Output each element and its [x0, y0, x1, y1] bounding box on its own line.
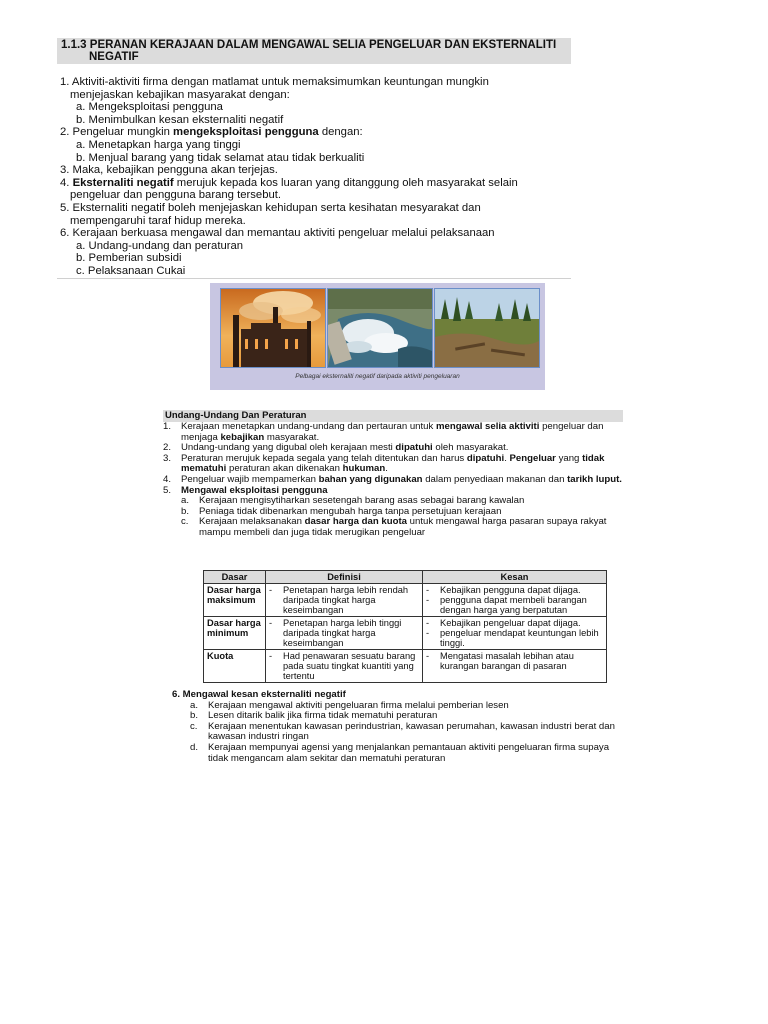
sub-item: a. Undang-undang dan peraturan — [76, 239, 244, 252]
list-item: 5. Eksternaliti negatif boleh menjejaskan kehidupan serta kesihatan mesyarakat dan — [60, 201, 481, 214]
item-text: Kerajaan mempunyai agensi yang menjalankan pemantauan aktiviti pengeluaran firma supaya tidak mengancam alam sekitar dan mematuhi peraturan — [208, 741, 610, 764]
item-letter: a. — [181, 495, 190, 507]
deforestation-photo — [434, 288, 540, 368]
table-row — [204, 617, 607, 650]
text: Pengeluar wajib mempamerkan — [181, 473, 319, 485]
list-item — [60, 126, 575, 139]
sub-item: a. Mengeksploitasi pengguna — [76, 101, 223, 114]
text: Had penawaran sesuatu barang pada suatu tingkat kuantiti yang tertentu — [283, 651, 416, 681]
bullet-dash: - — [426, 628, 430, 638]
sub-item: b. Pemberian subsidi — [76, 252, 182, 265]
text: Kerajaan menetapkan undang-undang dan pertauran untuk — [181, 421, 436, 432]
item-number: 2. — [163, 442, 172, 454]
item-number: 4. — [163, 473, 172, 485]
policy-table — [203, 570, 607, 683]
bold-text: Mengawal eksploitasi pengguna — [181, 484, 328, 496]
divider — [57, 278, 571, 279]
sub-item: b. Menjual barang yang tidak selamat atau tidak berkualiti — [76, 151, 365, 164]
item-text — [181, 475, 633, 486]
table-row — [204, 584, 607, 617]
text: Mengatasi masalah lebihan atau kurangan barangan di pasaran — [440, 651, 574, 671]
list-item-continuation: mempengaruhi taraf hidup mereka. — [70, 214, 246, 227]
bullet-dash: - — [269, 651, 273, 661]
text: . — [504, 452, 510, 464]
bold-text: mengawal selia aktiviti — [435, 421, 540, 432]
text: yang — [555, 452, 583, 464]
text: pengguna dapat membeli barangan dengan harga yang berpatutan — [440, 595, 587, 615]
bold-text: tarikh luput. — [567, 473, 622, 485]
bullet-dash: - — [426, 585, 430, 595]
item-letter: b. — [181, 505, 190, 517]
list-item: 6. Kerajaan berkuasa mengawal dan memantau aktiviti pengeluar melalui pelaksanaan — [60, 227, 495, 240]
text: merujuk kepada kos luaran yang ditanggung oleh masyarakat selain — [173, 176, 518, 189]
bold-text: bahan yang digunakan — [318, 473, 423, 485]
item-number: 1. — [163, 421, 172, 432]
text: Kerajaan melaksanakan — [199, 516, 305, 528]
externality-list — [172, 690, 622, 764]
text: pengeluar dan menjaga — [181, 421, 604, 443]
list-item: 1. Aktiviti-aktiviti firma dengan matlamat untuk memaksimumkan keuntungan mungkin — [60, 76, 489, 88]
text: Kebajikan pengguna dapat dijaga. — [440, 585, 581, 595]
bold-text: Eksternaliti negatif — [72, 176, 174, 189]
policy-effect — [423, 650, 607, 683]
bold-text: kebajikan — [220, 431, 265, 443]
item-text: Kerajaan mengisytiharkan sesetengah barang asas sebagai barang kawalan — [199, 495, 525, 507]
text: Penetapan harga lebih rendah daripada tingkat harga keseimbangan — [283, 585, 409, 615]
item-letter: c. — [190, 720, 198, 732]
policy-effect — [423, 617, 607, 650]
bullet-dash: - — [426, 618, 430, 628]
text: . — [385, 463, 388, 475]
policy-name: Kuota — [204, 650, 266, 683]
policy-definition — [266, 584, 423, 617]
policy-definition — [266, 617, 423, 650]
item-text: Peniaga tidak dibenarkan mengubah harga tanpa persetujuan kerajaan — [199, 505, 502, 517]
bullet-dash: - — [426, 595, 430, 605]
table-row — [204, 650, 607, 683]
polluted-water-photo — [327, 288, 433, 368]
intro-list — [60, 76, 575, 278]
bullet-dash: - — [269, 618, 273, 628]
bold-text: dasar harga dan kuota — [304, 516, 407, 528]
item-text — [181, 422, 633, 443]
policy-name: Dasar harga minimum — [204, 617, 266, 650]
column-header: Definisi — [266, 571, 423, 584]
item-letter: a. — [190, 699, 199, 711]
bold-text: Pengeluar — [509, 452, 556, 464]
law-heading: Undang-Undang Dan Peraturan — [163, 410, 623, 422]
text: Undang-undang yang digubal oleh kerajaan mesti — [181, 442, 396, 454]
text: 2. Pengeluar mungkin — [60, 126, 174, 139]
text: Penetapan harga lebih tinggi daripada tingkat harga keseimbangan — [283, 618, 402, 648]
item-text — [181, 454, 633, 475]
sub-item: b. Menimbulkan kesan eksternaliti negatif — [76, 113, 284, 126]
table-header-row — [204, 571, 607, 584]
item-text: Kerajaan mengawal aktiviti pengeluaran firma melalui pemberian lesen — [208, 699, 509, 711]
figure-caption: Pelbagai eksternaliti negatif daripada aktiviti pengeluaran — [295, 373, 460, 380]
text: masyarakat. — [264, 431, 320, 443]
list-item-continuation: pengeluar dan pengguna barang tersebut. — [70, 189, 282, 202]
bold-text: hukuman — [342, 463, 386, 475]
externality-figure — [210, 283, 545, 390]
text: oleh masyarakat. — [432, 442, 509, 454]
bold-text: mengeksploitasi pengguna — [173, 126, 319, 139]
text: pengeluar mendapat keuntungan lebih tinggi. — [440, 628, 599, 648]
list-item: 3. Maka, kebajikan pengguna akan terjejas. — [60, 164, 278, 177]
list-heading — [172, 690, 622, 701]
law-list — [163, 422, 633, 539]
list-item-continuation: menjejaskan kebajikan masyarakat dengan: — [70, 88, 290, 101]
item-letter: b. — [190, 710, 199, 722]
policy-name: Dasar harga maksimum — [204, 584, 266, 617]
item-number: 3. — [163, 452, 172, 464]
text: Kebajikan pengeluar dapat dijaga. — [440, 618, 581, 628]
policy-definition — [266, 650, 423, 683]
bold-text: dipatuhi — [395, 442, 433, 454]
text: dalam penyediaan makanan dan — [422, 473, 568, 485]
sub-item: a. Menetapkan harga yang tinggi — [76, 138, 241, 151]
text: 4. — [60, 176, 73, 189]
policy-effect — [423, 584, 607, 617]
sub-item — [172, 722, 622, 743]
text: peraturan akan dikenakan — [226, 463, 343, 475]
list-item — [163, 422, 633, 443]
item-letter: d. — [190, 741, 199, 753]
item-number: 5. — [163, 484, 172, 496]
bold-text: 6. Mengawal kesan eksternaliti negatif — [172, 689, 346, 700]
bullet-dash: - — [269, 585, 273, 595]
section-heading — [57, 38, 571, 64]
text: untuk mengawal harga pasaran supaya rakyat mampu membeli dan juga tidak merugikan pengeluar — [199, 516, 607, 538]
sub-item: c. Pelaksanaan Cukai — [76, 264, 186, 277]
factory-photo — [220, 288, 326, 368]
item-letter: c. — [181, 516, 189, 528]
sub-item — [172, 743, 622, 764]
text: dengan: — [318, 126, 363, 139]
item-text: Lesen ditarik balik jika firma tidak mematuhi peraturan — [208, 710, 438, 722]
item-text — [199, 517, 633, 538]
column-header: Kesan — [423, 571, 607, 584]
section-heading-line1: 1.1.3 PERANAN KERAJAAN DALAM MENGAWAL SELIA PENGELUAR DAN EKSTERNALITI — [61, 39, 557, 51]
list-item — [60, 177, 575, 190]
bold-text: tidak mematuhi — [181, 452, 605, 475]
sub-item — [163, 517, 633, 538]
column-header: Dasar — [204, 571, 266, 584]
text: Peraturan merujuk kepada segala yang telah ditentukan dan harus — [181, 452, 467, 464]
section-heading-line2: NEGATIF — [89, 51, 139, 63]
bullet-dash: - — [426, 651, 430, 661]
item-text: Kerajaan menentukan kawasan perindustrian, kawasan perumahan, kawasan industri berat dan kawasan industri ringan — [208, 720, 615, 743]
list-item — [163, 475, 633, 486]
bold-text: dipatuhi — [466, 452, 505, 464]
list-item — [163, 454, 633, 475]
